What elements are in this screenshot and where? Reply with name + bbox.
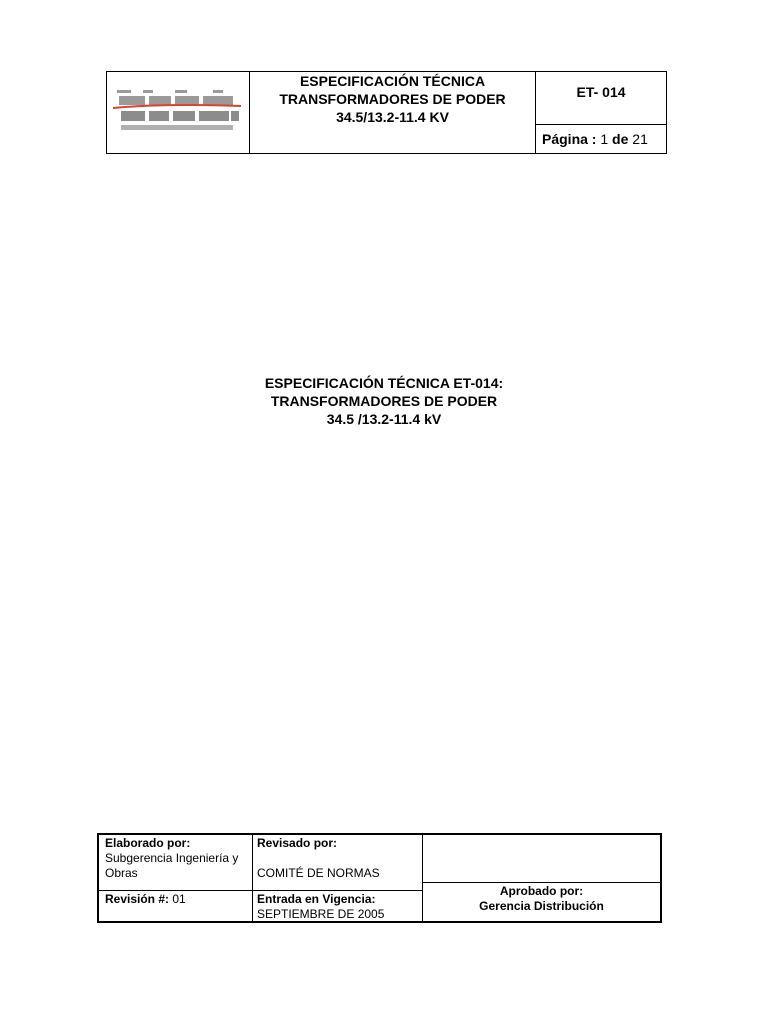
revisado-label: Revisado por: <box>257 836 338 850</box>
revision-label: Revisión #: <box>105 892 170 906</box>
revisado-value: COMITÉ DE NORMAS <box>257 866 380 880</box>
elaborado-value: Subgerencia Ingeniería y Obras <box>105 851 239 880</box>
page-of: de <box>612 131 629 147</box>
elaborado-cell <box>99 835 253 891</box>
cover-title <box>0 374 768 428</box>
header-title-line-2: TRANSFORMADORES DE PODER <box>279 91 506 107</box>
vigencia-value: SEPTIEMBRE DE 2005 <box>257 907 385 921</box>
document-code: ET- 014 <box>536 72 666 125</box>
header-title <box>250 72 536 153</box>
aprobado-value: Gerencia Distribución <box>479 899 604 913</box>
header-title-line-1: ESPECIFICACIÓN TÉCNICA <box>299 73 486 89</box>
header-table <box>106 71 667 154</box>
logo-cell <box>107 72 250 153</box>
page-indicator <box>536 125 666 153</box>
header-title-line-3: 34.5/13.2-11.4 KV <box>336 109 449 125</box>
vigencia-label: Entrada en Vigencia: <box>257 892 376 906</box>
approval-table <box>97 833 662 923</box>
cover-title-line-1: ESPECIFICACIÓN TÉCNICA ET-014: <box>264 375 504 391</box>
revision-cell <box>99 891 253 921</box>
page-label: Página : <box>542 131 597 147</box>
aprobado-cell <box>423 883 660 921</box>
cover-title-line-3: 34.5 /13.2-11.4 kV <box>326 411 442 427</box>
revision-value: 01 <box>172 892 186 906</box>
page-total: 21 <box>632 131 648 147</box>
aprobado-label: Aprobado por: <box>499 884 584 898</box>
revisado-cell <box>253 835 423 891</box>
cover-title-line-2: TRANSFORMADORES DE PODER <box>270 393 498 409</box>
elaborado-label: Elaborado por: <box>105 836 191 850</box>
page-current: 1 <box>600 131 609 147</box>
signature-cell <box>423 835 660 883</box>
vigencia-cell <box>253 891 423 921</box>
company-logo-icon <box>113 88 243 138</box>
